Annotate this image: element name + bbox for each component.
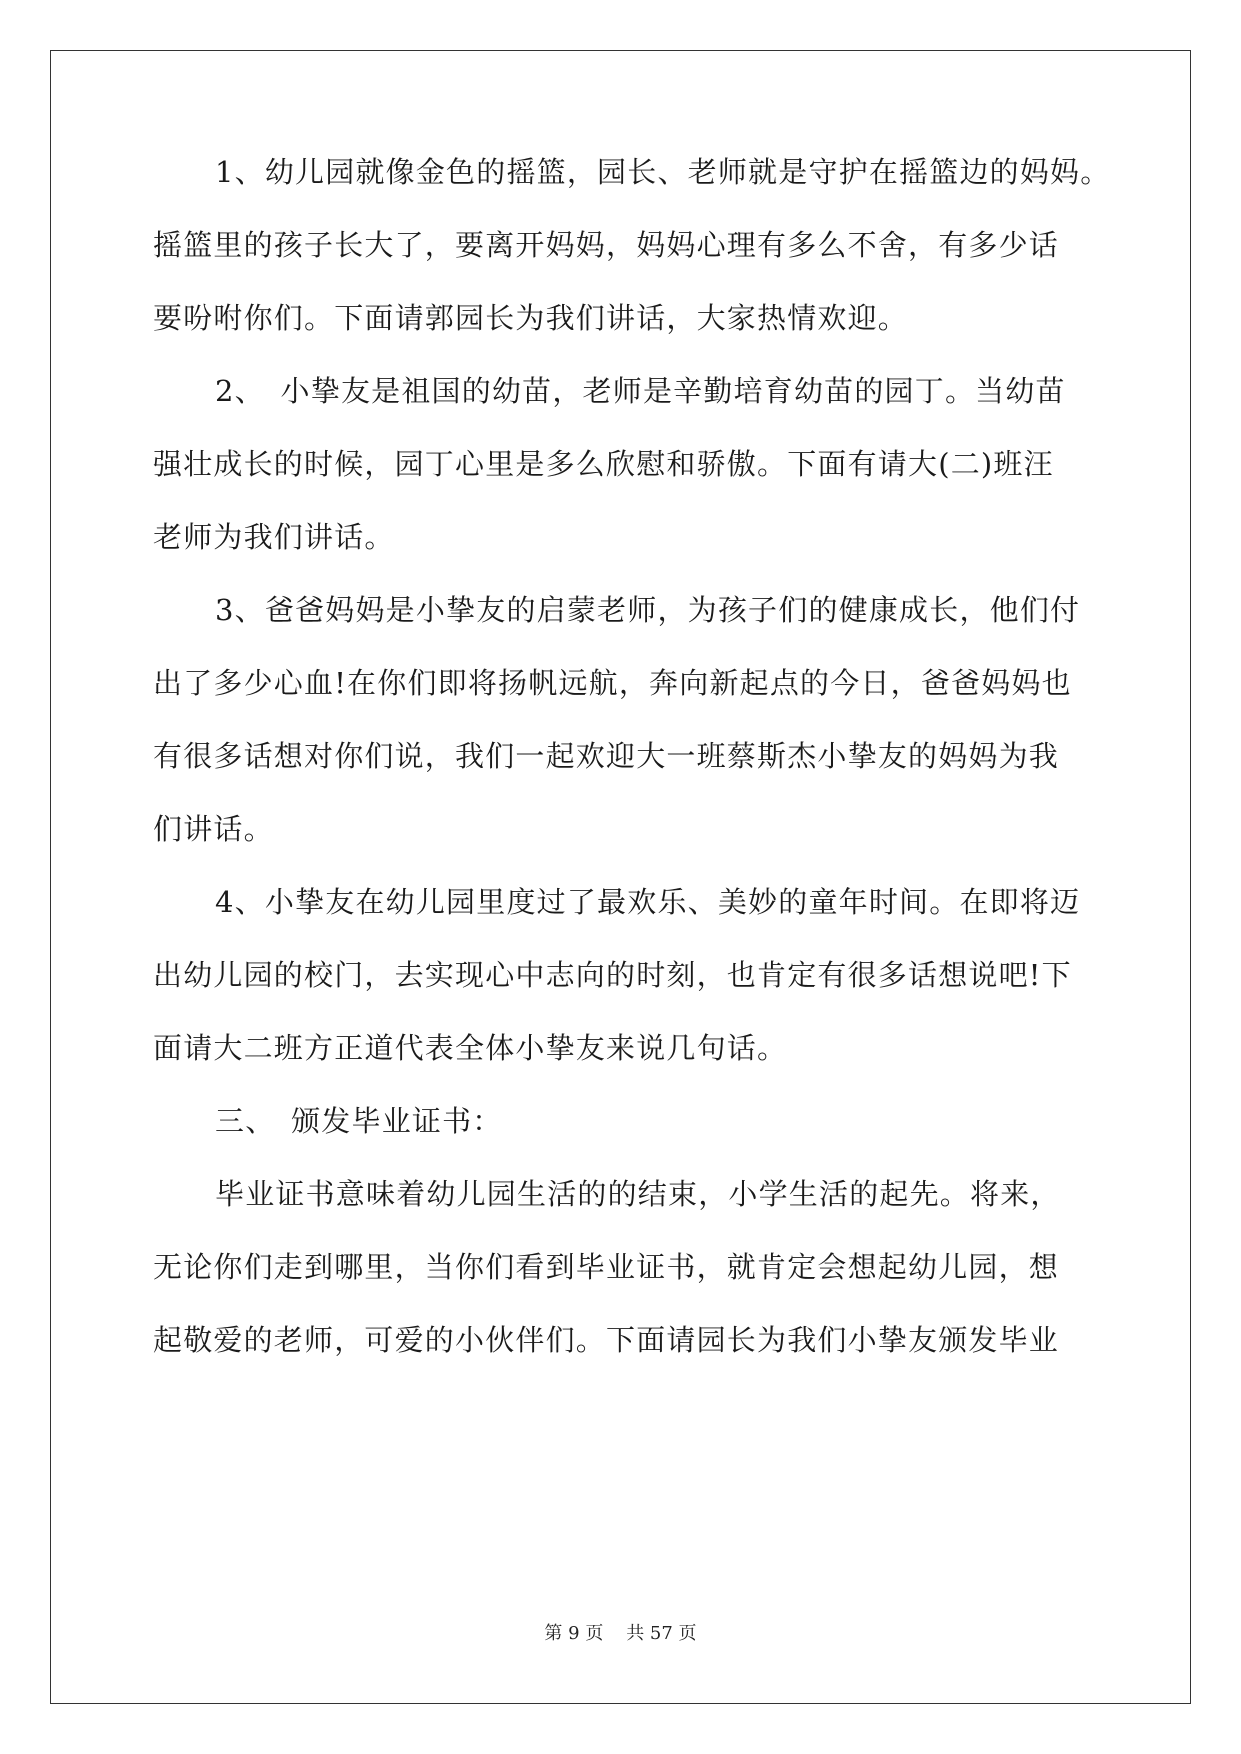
paragraph-1-line-1: 1、幼儿园就像金色的摇篮，园长、老师就是守护在摇篮边的妈妈。	[215, 155, 1111, 189]
paragraph-3-line-1: 3、爸爸妈妈是小挚友的启蒙老师，为孩子们的健康成长，他们付	[215, 593, 1081, 627]
paragraph-1-line-2: 摇篮里的孩子长大了，要离开妈妈，妈妈心理有多么不舍，有多少话	[153, 228, 1060, 262]
page-number-footer: 第 9 页 共 57 页	[544, 1623, 697, 1644]
paragraph-6-line-1: 毕业证书意味着幼儿园生活的的结束，小学生活的起先。将来，	[215, 1177, 1061, 1211]
paragraph-2-line-3: 老师为我们讲话。	[153, 520, 395, 554]
paragraph-6-line-2: 无论你们走到哪里，当你们看到毕业证书，就肯定会想起幼儿园，想	[153, 1250, 1060, 1284]
paragraph-4-line-3: 面请大二班方正道代表全体小挚友来说几句话。	[153, 1031, 788, 1065]
paragraph-4-line-2: 出幼儿园的校门，去实现心中志向的时刻，也肯定有很多话想说吧!下	[153, 958, 1072, 992]
paragraph-1-line-3: 要吩咐你们。下面请郭园长为我们讲话，大家热情欢迎。	[153, 301, 909, 335]
paragraph-4-line-1: 4、小挚友在幼儿园里度过了最欢乐、美妙的童年时间。在即将迈	[215, 885, 1081, 919]
paragraph-3-line-3: 有很多话想对你们说，我们一起欢迎大一班蔡斯杰小挚友的妈妈为我	[153, 739, 1060, 773]
paragraph-3-line-2: 出了多少心血!在你们即将扬帆远航，奔向新起点的今日，爸爸妈妈也	[153, 666, 1072, 700]
paragraph-3-line-4: 们讲话。	[153, 812, 274, 846]
paragraph-2-line-1: 2、 小挚友是祖国的幼苗，老师是辛勤培育幼苗的园丁。当幼苗	[215, 374, 1066, 408]
paragraph-2-line-2: 强壮成长的时候，园丁心里是多么欣慰和骄傲。下面有请大(二)班汪	[153, 447, 1054, 481]
section-heading: 三、 颁发毕业证书：	[215, 1104, 503, 1138]
paragraph-6-line-3: 起敬爱的老师，可爱的小伙伴们。下面请园长为我们小挚友颁发毕业	[153, 1323, 1060, 1357]
